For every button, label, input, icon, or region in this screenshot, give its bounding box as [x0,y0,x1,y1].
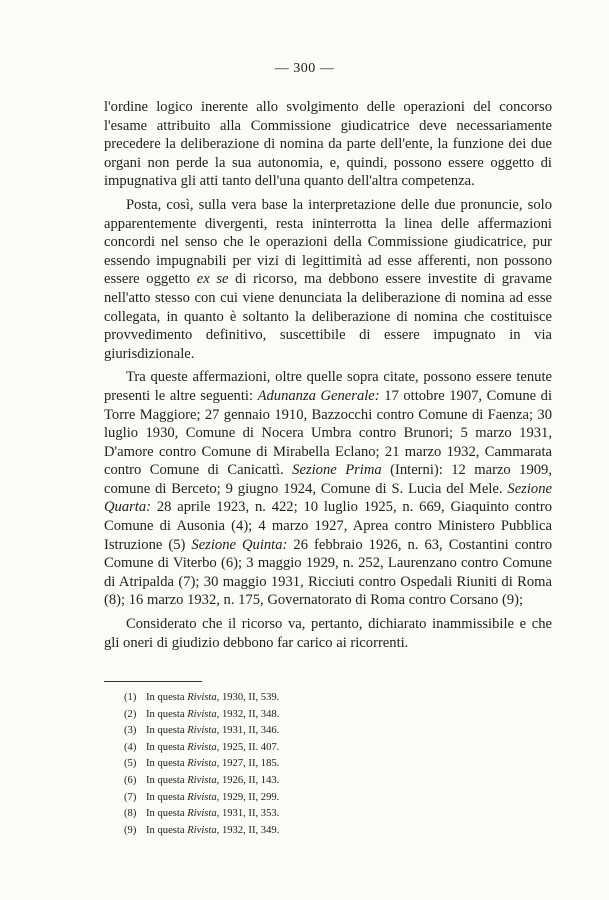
paragraph-text: (Interni): 12 marzo 1909, comune di Berceto; 9 giugno 1924, Comune di S. Lucia del Mele. [104,462,553,497]
paragraph [104,615,552,652]
footnote-prefix: In questa [146,758,185,770]
footnote-prefix: In questa [146,774,185,786]
footnote-divider [104,681,202,682]
footnote-prefix: In questa [146,741,185,753]
footnote-journal: Rivista, [187,808,220,820]
footnote [124,740,484,757]
footnote [124,756,484,773]
footnote-reference: 1932, II, 349. [221,824,280,836]
footnote-journal: Rivista, [187,824,220,836]
italic-text: Sezione Quarta: [104,480,552,516]
footnote-journal: Rivista, [187,791,220,803]
paragraph [104,196,552,363]
footnote [124,707,484,724]
paragraph [104,98,552,191]
italic-text: Sezione Quinta: [191,536,288,553]
footnote-number: (1) [124,692,137,703]
paragraph-text: Considerato che il ricorso va, pertanto, dichiarato inammissibile e che gli oneri di giudizio debbono far carico ai ricorrenti. [104,616,552,651]
footnote-prefix: In questa [146,708,185,720]
paragraph-text: di ricorso, ma debbono essere investite di gravame nell'atto stesso con cui viene denunciata la deliberazione di nomina ad esse collegata, in quanto è soltanto la deliberazione di nomina che costituisce provvedimento definitivo, suscettibile di essere impugnato in via giurisdizionale. [104,271,552,362]
footnote-reference: 1931, II, 346. [221,725,280,737]
footnote-number: (4) [124,741,137,753]
paragraph-text: 26 febbraio 1926, n. 63, Costantini contro Comune di Viterbo (6); 3 maggio 1929, n. 252, Laurenzano contro Comune di Atripalda (7); 30 maggio 1931, Ricciuti contro Ospedali Riuniti di Roma (8); 16 marzo 1932, n. 175, Governatorato di Roma contro Corsano (9); [104,536,553,609]
footnote-reference: 1926, II, 143. [221,774,280,786]
footnote [124,823,484,840]
footnote-reference: 1930, II, 539. [221,692,280,703]
footnote-prefix: In questa [146,824,185,836]
footnote-reference: 1929, II, 299. [221,791,280,803]
footnote-journal: Rivista, [187,692,220,703]
footnote [124,790,484,807]
footnote-prefix: In questa [146,808,185,820]
paragraph-text: 17 ottobre 1907, Comune di Torre Maggiore; 27 gennaio 1910, Bazzocchi contro Comune di Faenza; 30 luglio 1930, Comune di Nocera Umbra contro Brunori; 5 marzo 1931, D'amore contro Comune di Mirabella Eclano; 21 marzo 1932, Cammarata contro Comune di Canicattì. [104,387,552,479]
footnote-prefix: In questa [146,725,185,737]
footnote [124,773,484,790]
footnote-prefix: In questa [146,692,185,703]
footnote-journal: Rivista, [187,774,220,786]
footnote-number: (5) [124,758,137,770]
footnote-journal: Rivista, [187,741,220,753]
footnote [124,723,484,740]
footnote-reference: 1932, II, 348. [221,708,280,720]
italic-text: Adunanza Generale: [257,387,380,404]
paragraph-text: l'ordine logico inerente allo svolgimento delle operazioni del concorso l'esame attribuito alla Commissione giudicatrice deve necessariamente precedere la deliberazione di nomina da parte dell'ente, la funzione dei due organi non perde la sua autonomia, e, quindi, possono essere oggetto di impugnativa gli atti tanto dell'una quanto dell'altra competenza. [104,99,552,190]
page-number: — 300 — [274,61,335,76]
paragraph [104,368,552,610]
footnote-number: (8) [124,808,137,820]
footnote-reference: 1931, II, 353. [221,808,280,820]
paragraph-text: Tra queste affermazioni, oltre quelle sopra citate, possono essere tenute presenti le altre seguenti: [104,369,552,404]
footnote-journal: Rivista, [187,758,220,770]
footnote-number: (7) [124,791,137,803]
footnote-prefix: In questa [146,791,185,803]
footnote-journal: Rivista, [187,725,220,737]
italic-text: ex se [196,271,229,288]
footnote-number: (3) [124,725,137,737]
footnote-journal: Rivista, [187,708,220,720]
paragraph-text: 28 aprile 1923, n. 422; 10 luglio 1925, n. 669, Giaquinto contro Comune di Ausonia (4); 4 marzo 1927, Aprea contro Ministero Pubblica Istruzione (5) [104,499,552,553]
italic-text: Sezione Prima [292,462,382,479]
paragraph-text: Posta, così, sulla vera base la interpretazione delle due pronuncie, solo apparentemente divergenti, resta ininterrotta la linea delle affermazioni concordi nel senso che le operazioni della Commissione giudicatrice, pur essendo impugnabili per vizi di legittimità ad esse afferenti, non possono essere oggetto [104,196,552,288]
footnote-number: (6) [124,774,137,786]
footnotes [124,690,484,839]
footnote [124,690,484,707]
footnote-reference: 1927, II, 185. [221,758,280,770]
footnote [124,806,484,823]
footnote-number: (2) [124,708,137,720]
body-text [104,98,552,652]
footnote-reference: 1925, II. 407. [221,741,280,753]
footnote-number: (9) [124,824,137,836]
